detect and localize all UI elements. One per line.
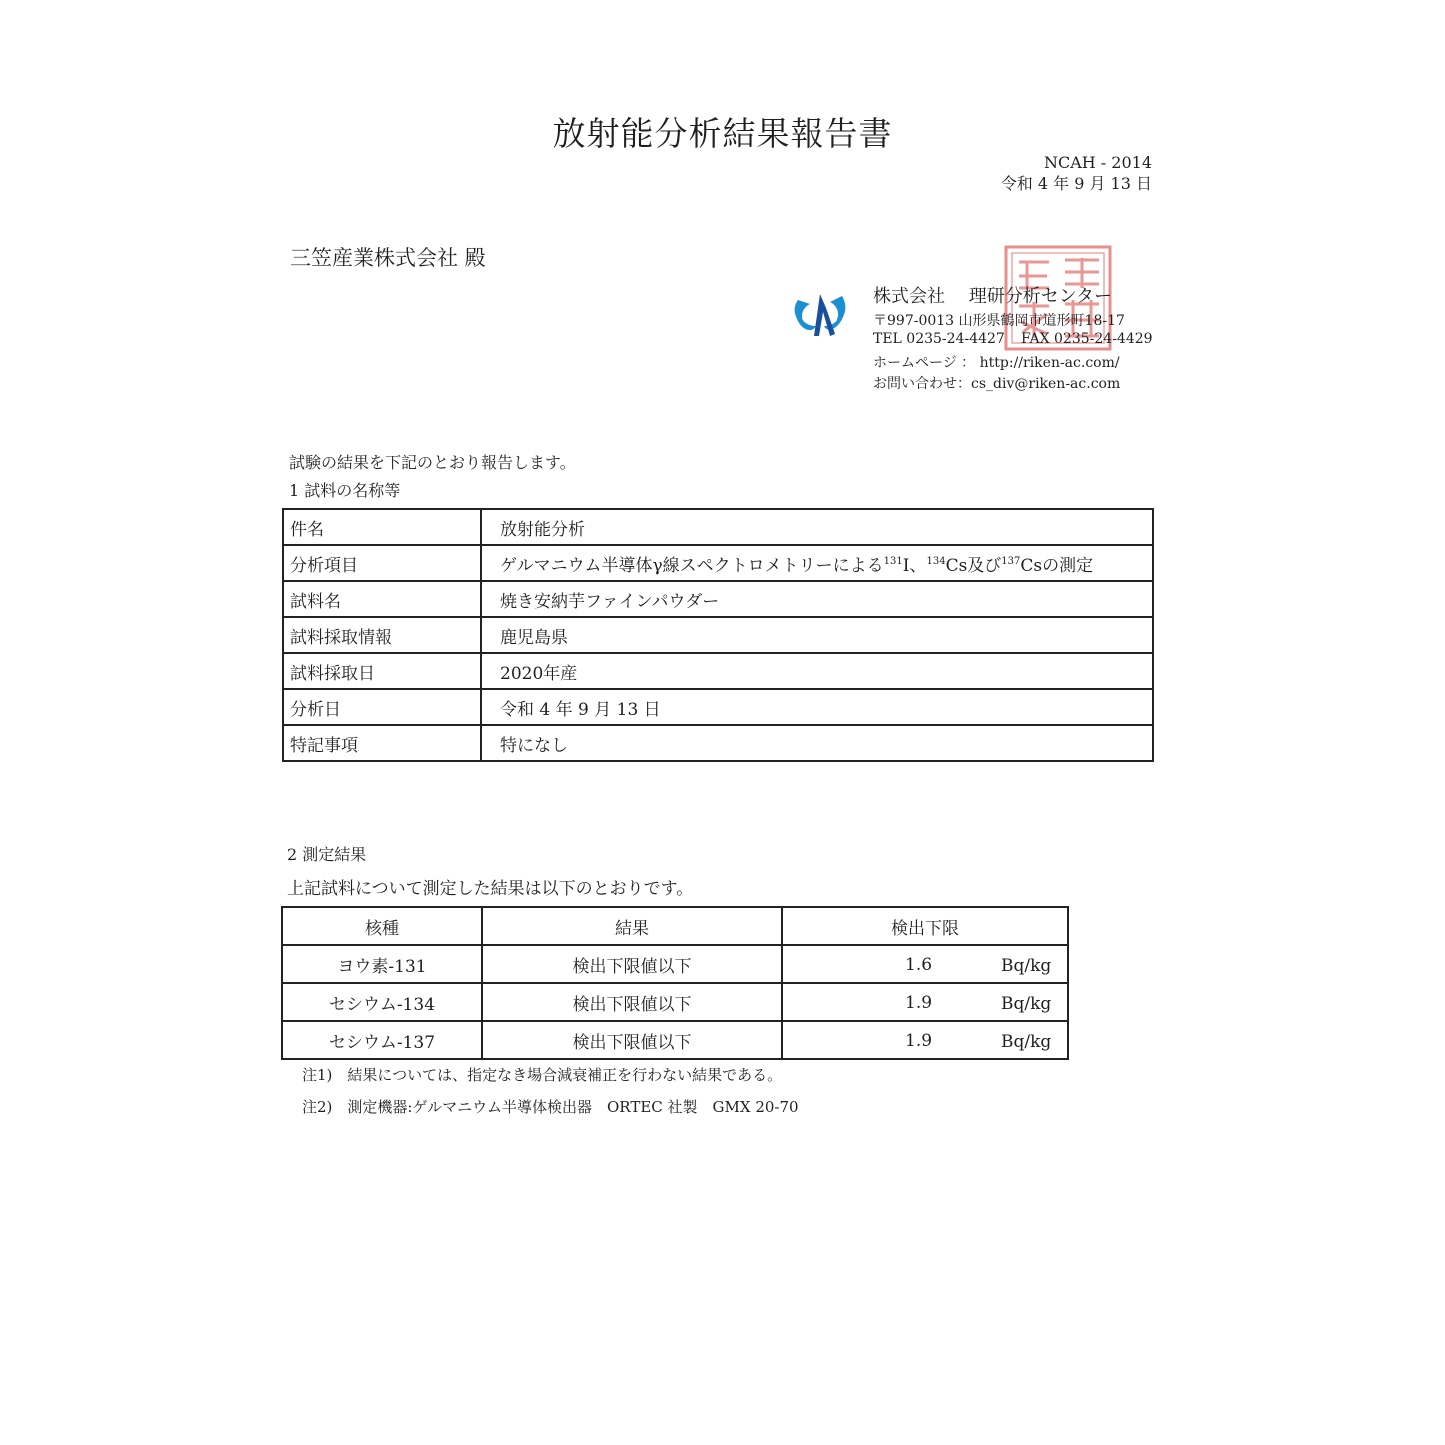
table-row: [282, 983, 1068, 1021]
recipient-name: 三笠産業株式会社 殿: [290, 246, 486, 270]
row-label: 分析日: [283, 689, 481, 725]
issuer-name: 株式会社 理研分析センター: [873, 286, 1113, 307]
limit-unit: Bq/kg: [1001, 956, 1052, 976]
section2-heading: 2 測定結果: [287, 845, 367, 864]
table-row: [282, 945, 1068, 983]
row-label: 特記事項: [283, 725, 481, 761]
table-header-row: [282, 907, 1068, 945]
result-cell: 検出下限値以下: [482, 945, 782, 983]
analysis-items-value: ゲルマニウム半導体γ線スペクトロメトリーによる$^{131}$I、$^{134}$Cs及び$^{137}$Csの測定: [481, 545, 1153, 581]
note-2: 注2) 測定機器:ゲルマニウム半導体検出器 ORTEC 社製 GMX 20-70: [302, 1098, 799, 1116]
document-number: NCAH - 2014: [1043, 153, 1152, 172]
issuer-contact-email[interactable]: お問い合わせ：cs_div@riken-ac.com: [873, 376, 1121, 392]
limit-cell: [782, 1021, 1068, 1059]
note-1: 注1) 結果については、指定なき場合減衰補正を行わない結果である。: [302, 1066, 783, 1084]
limit-unit: Bq/kg: [1001, 1032, 1052, 1052]
section1-heading: 1 試料の名称等: [289, 481, 401, 500]
nuclide-cell: セシウム-134: [282, 983, 482, 1021]
row-value: 鹿児島県: [481, 617, 1153, 653]
limit-value: 1.9: [905, 993, 933, 1013]
document-header-info: [1001, 152, 1152, 194]
row-value: 2020年産: [481, 653, 1153, 689]
table-row: [283, 545, 1153, 581]
nuclide-cell: セシウム-137: [282, 1021, 482, 1059]
table-row: [283, 509, 1153, 545]
issuer-tel: TEL 0235-24-4427: [873, 331, 1005, 347]
table-row: [283, 581, 1153, 617]
issuer-address: 〒997-0013 山形県鶴岡市道形町18-17: [873, 313, 1125, 329]
sample-info-table: [282, 508, 1154, 762]
row-label: 件名: [283, 509, 481, 545]
company-logo: [790, 286, 850, 342]
table-row: [282, 1021, 1068, 1059]
limit-value: 1.9: [905, 1031, 933, 1051]
header-detection-limit: 検出下限: [782, 907, 1068, 945]
row-value: 焼き安納芋ファインパウダー: [481, 581, 1153, 617]
row-label: 試料名: [283, 581, 481, 617]
row-value: 放射能分析: [481, 509, 1153, 545]
table-row: [283, 725, 1153, 761]
row-label: 試料採取日: [283, 653, 481, 689]
issuer-homepage[interactable]: ホームページ ： http://riken-ac.com/: [873, 355, 1120, 371]
row-label: 分析項目: [283, 545, 481, 581]
limit-cell: [782, 945, 1068, 983]
row-label: 試料採取情報: [283, 617, 481, 653]
table-row: [283, 653, 1153, 689]
table-row: [283, 617, 1153, 653]
nuclide-cell: ヨウ素-131: [282, 945, 482, 983]
result-cell: 検出下限値以下: [482, 1021, 782, 1059]
row-value: 特になし: [481, 725, 1153, 761]
result-cell: 検出下限値以下: [482, 983, 782, 1021]
table-row: [283, 689, 1153, 725]
report-title: 放射能分析結果報告書: [552, 114, 893, 153]
row-value: 令和 4 年 9 月 13 日: [481, 689, 1153, 725]
section2-description: 上記試料について測定した結果は以下のとおりです。: [287, 879, 694, 899]
results-table: [281, 906, 1069, 1060]
limit-unit: Bq/kg: [1001, 994, 1052, 1014]
header-nuclide: 核種: [282, 907, 482, 945]
document-date: 令和 4 年 9 月 13 日: [1000, 174, 1152, 193]
intro-text: 試験の結果を下記のとおり報告します。: [289, 453, 576, 472]
issuer-fax: FAX 0235-24-4429: [1021, 331, 1153, 347]
limit-value: 1.6: [905, 955, 933, 975]
header-result: 結果: [482, 907, 782, 945]
limit-cell: [782, 983, 1068, 1021]
